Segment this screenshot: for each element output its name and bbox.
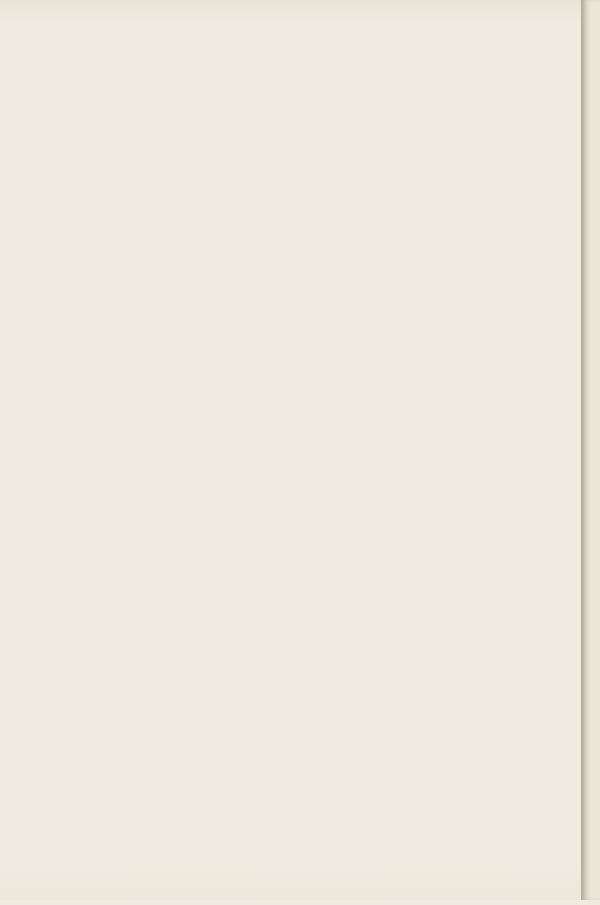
adjacent-page-edge: [581, 0, 600, 900]
